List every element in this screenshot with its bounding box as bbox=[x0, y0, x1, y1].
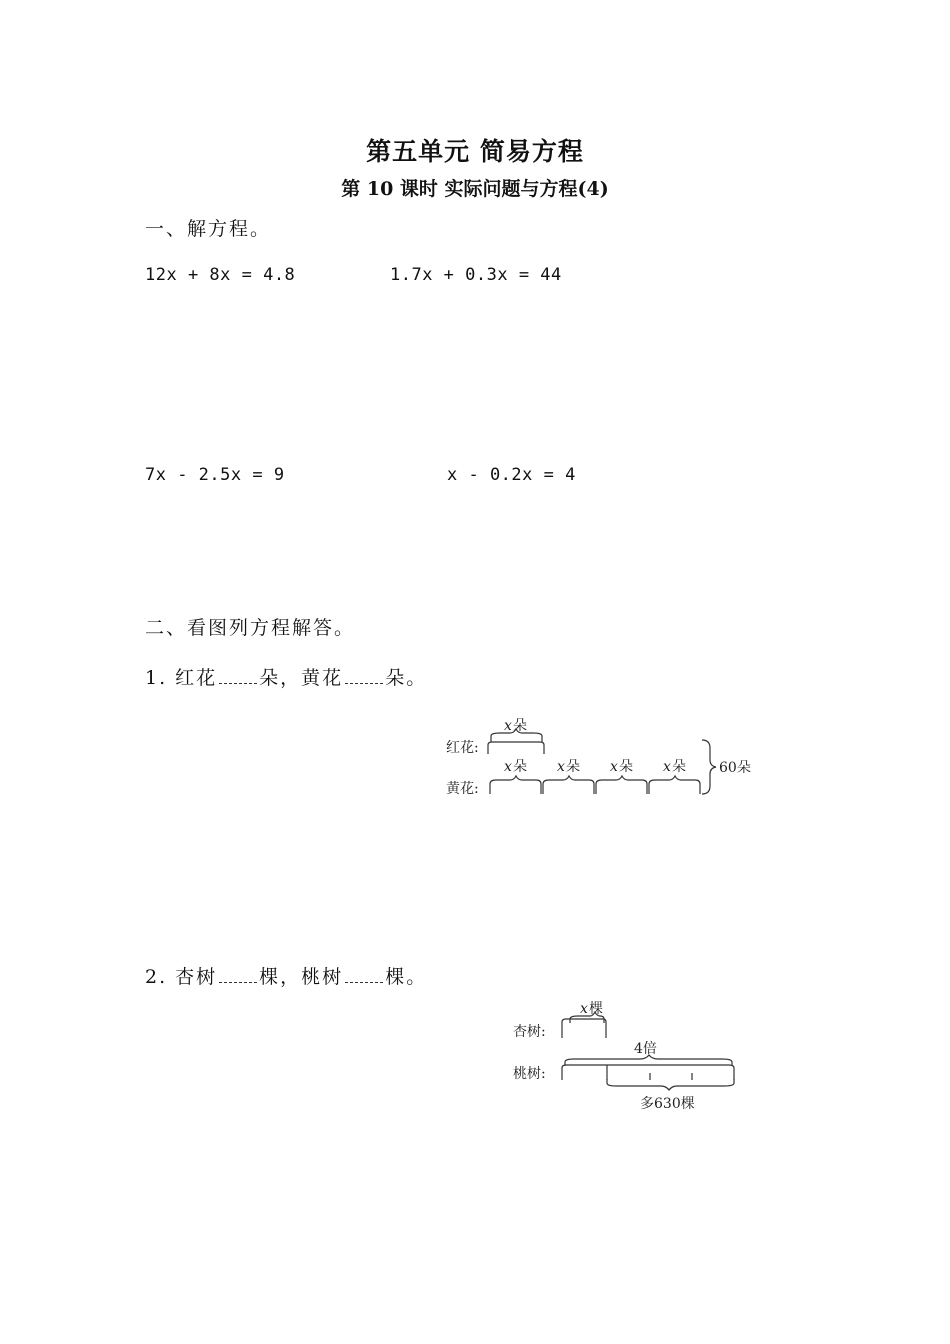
apricot-label: 杏树: bbox=[513, 1024, 546, 1040]
yellow-x-var-2: x bbox=[557, 759, 565, 775]
yellow-x-unit-2: 朵 bbox=[566, 759, 580, 775]
red-label: 红花: bbox=[446, 740, 479, 756]
equation-1: 12x + 8x = 4.8 bbox=[145, 265, 296, 285]
question-2 bbox=[145, 962, 427, 989]
yellow-x-unit-1: 朵 bbox=[513, 759, 527, 775]
question-1 bbox=[145, 663, 427, 690]
q1-middle: 朵，黄花 bbox=[259, 667, 344, 689]
answer-blank-apricot[interactable] bbox=[219, 981, 257, 983]
more-label: 多630棵 bbox=[640, 1096, 695, 1112]
yellow-x-unit-3: 朵 bbox=[619, 759, 633, 775]
answer-blank-red[interactable] bbox=[219, 682, 257, 684]
lesson-subtitle: 第 10 课时 实际问题与方程(4) bbox=[341, 178, 609, 200]
total-label: 60朵 bbox=[719, 760, 751, 776]
equation-2: 1.7x + 0.3x = 44 bbox=[390, 265, 562, 285]
more-brace bbox=[607, 1079, 734, 1090]
part1-heading: 一、解方程。 bbox=[145, 218, 272, 240]
q1-prefix: 1. 红花 bbox=[145, 667, 218, 689]
red-segment bbox=[488, 742, 544, 754]
peach-segment bbox=[562, 1065, 734, 1080]
red-x-var: x bbox=[504, 718, 512, 734]
tree-diagram bbox=[510, 994, 750, 1116]
apricot-x-var: x bbox=[580, 1001, 588, 1017]
yellow-label: 黄花: bbox=[446, 781, 479, 797]
yellow-x-var-1: x bbox=[504, 759, 512, 775]
total-brace bbox=[702, 740, 716, 794]
times-label: 4倍 bbox=[634, 1041, 657, 1057]
answer-blank-yellow[interactable] bbox=[345, 682, 383, 684]
equation-4: x - 0.2x = 4 bbox=[447, 465, 576, 485]
flower-diagram bbox=[440, 712, 770, 802]
apricot-x-unit: 棵 bbox=[589, 1001, 603, 1017]
peach-label: 桃树: bbox=[513, 1066, 546, 1082]
equation-3: 7x - 2.5x = 9 bbox=[145, 465, 285, 485]
q2-prefix: 2. 杏树 bbox=[145, 966, 218, 988]
red-x-unit: 朵 bbox=[513, 718, 527, 734]
page-title: 第五单元 简易方程 bbox=[366, 137, 584, 166]
answer-blank-peach[interactable] bbox=[345, 981, 383, 983]
yellow-x-unit-4: 朵 bbox=[672, 759, 686, 775]
yellow-x-var-3: x bbox=[610, 759, 618, 775]
q2-middle: 棵，桃树 bbox=[259, 966, 344, 988]
part2-heading: 二、看图列方程解答。 bbox=[145, 617, 356, 639]
yellow-segments bbox=[490, 776, 700, 794]
apricot-segment bbox=[562, 1019, 606, 1038]
yellow-x-var-4: x bbox=[663, 759, 671, 775]
q2-suffix: 棵。 bbox=[385, 966, 428, 988]
q1-suffix: 朵。 bbox=[385, 667, 428, 689]
